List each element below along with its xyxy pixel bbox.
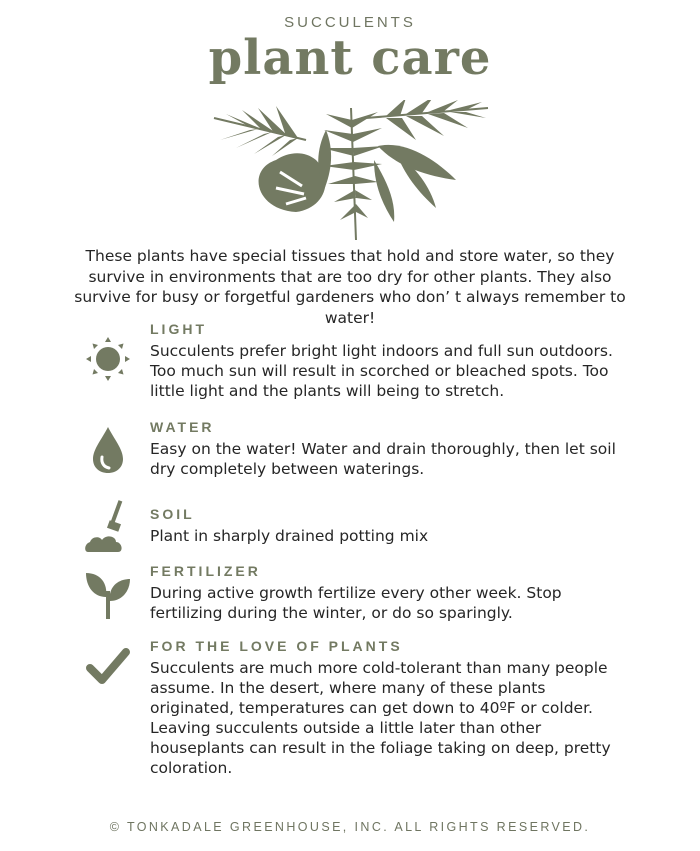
page-title: plant care [208, 30, 492, 86]
section-text: Succulents prefer bright light indoors and full sun outdoors. Too much sun will result in scorched or bleached spots. Too little light and the plants will being to stretch. [150, 342, 613, 400]
tropical-leaves-illustration [206, 100, 496, 240]
page-kicker: SUCCULENTS [284, 14, 416, 31]
section-heading: FOR THE LOVE OF PLANTS [150, 638, 403, 654]
checkmark-icon [78, 638, 138, 698]
section-heading: LIGHT [150, 321, 207, 337]
shovel-soil-icon [78, 496, 138, 556]
section-text: Easy on the water! Water and drain thoroughly, then let soil dry completely between waterings. [150, 440, 616, 478]
copyright-footer: © TONKADALE GREENHOUSE, INC. ALL RIGHTS RESERVED. [109, 820, 591, 834]
water-drop-icon [78, 419, 138, 479]
section-heading: SOIL [150, 506, 195, 522]
sun-icon [78, 329, 138, 389]
intro-paragraph: These plants have special tissues that hold and store water, so they survive in environments that are too dry for other plants. They also survive for busy or forgetful gardeners who don’ t always remember to water! [74, 247, 626, 327]
section-text: Succulents are much more cold-tolerant than many people assume. In the desert, where many of these plants originated, temperatures can get down to 40ºF or colder. Leaving succulents outside a little later than other houseplants can result in the foliage taking on deep, pretty coloration. [150, 659, 611, 777]
sprout-icon [78, 563, 138, 623]
section-text: During active growth fertilize every other week. Stop fertilizing during the winter, or do so sparingly. [150, 584, 562, 622]
section-heading: FERTILIZER [150, 563, 261, 579]
section-heading: WATER [150, 419, 215, 435]
section-text: Plant in sharply drained potting mix [150, 527, 429, 545]
